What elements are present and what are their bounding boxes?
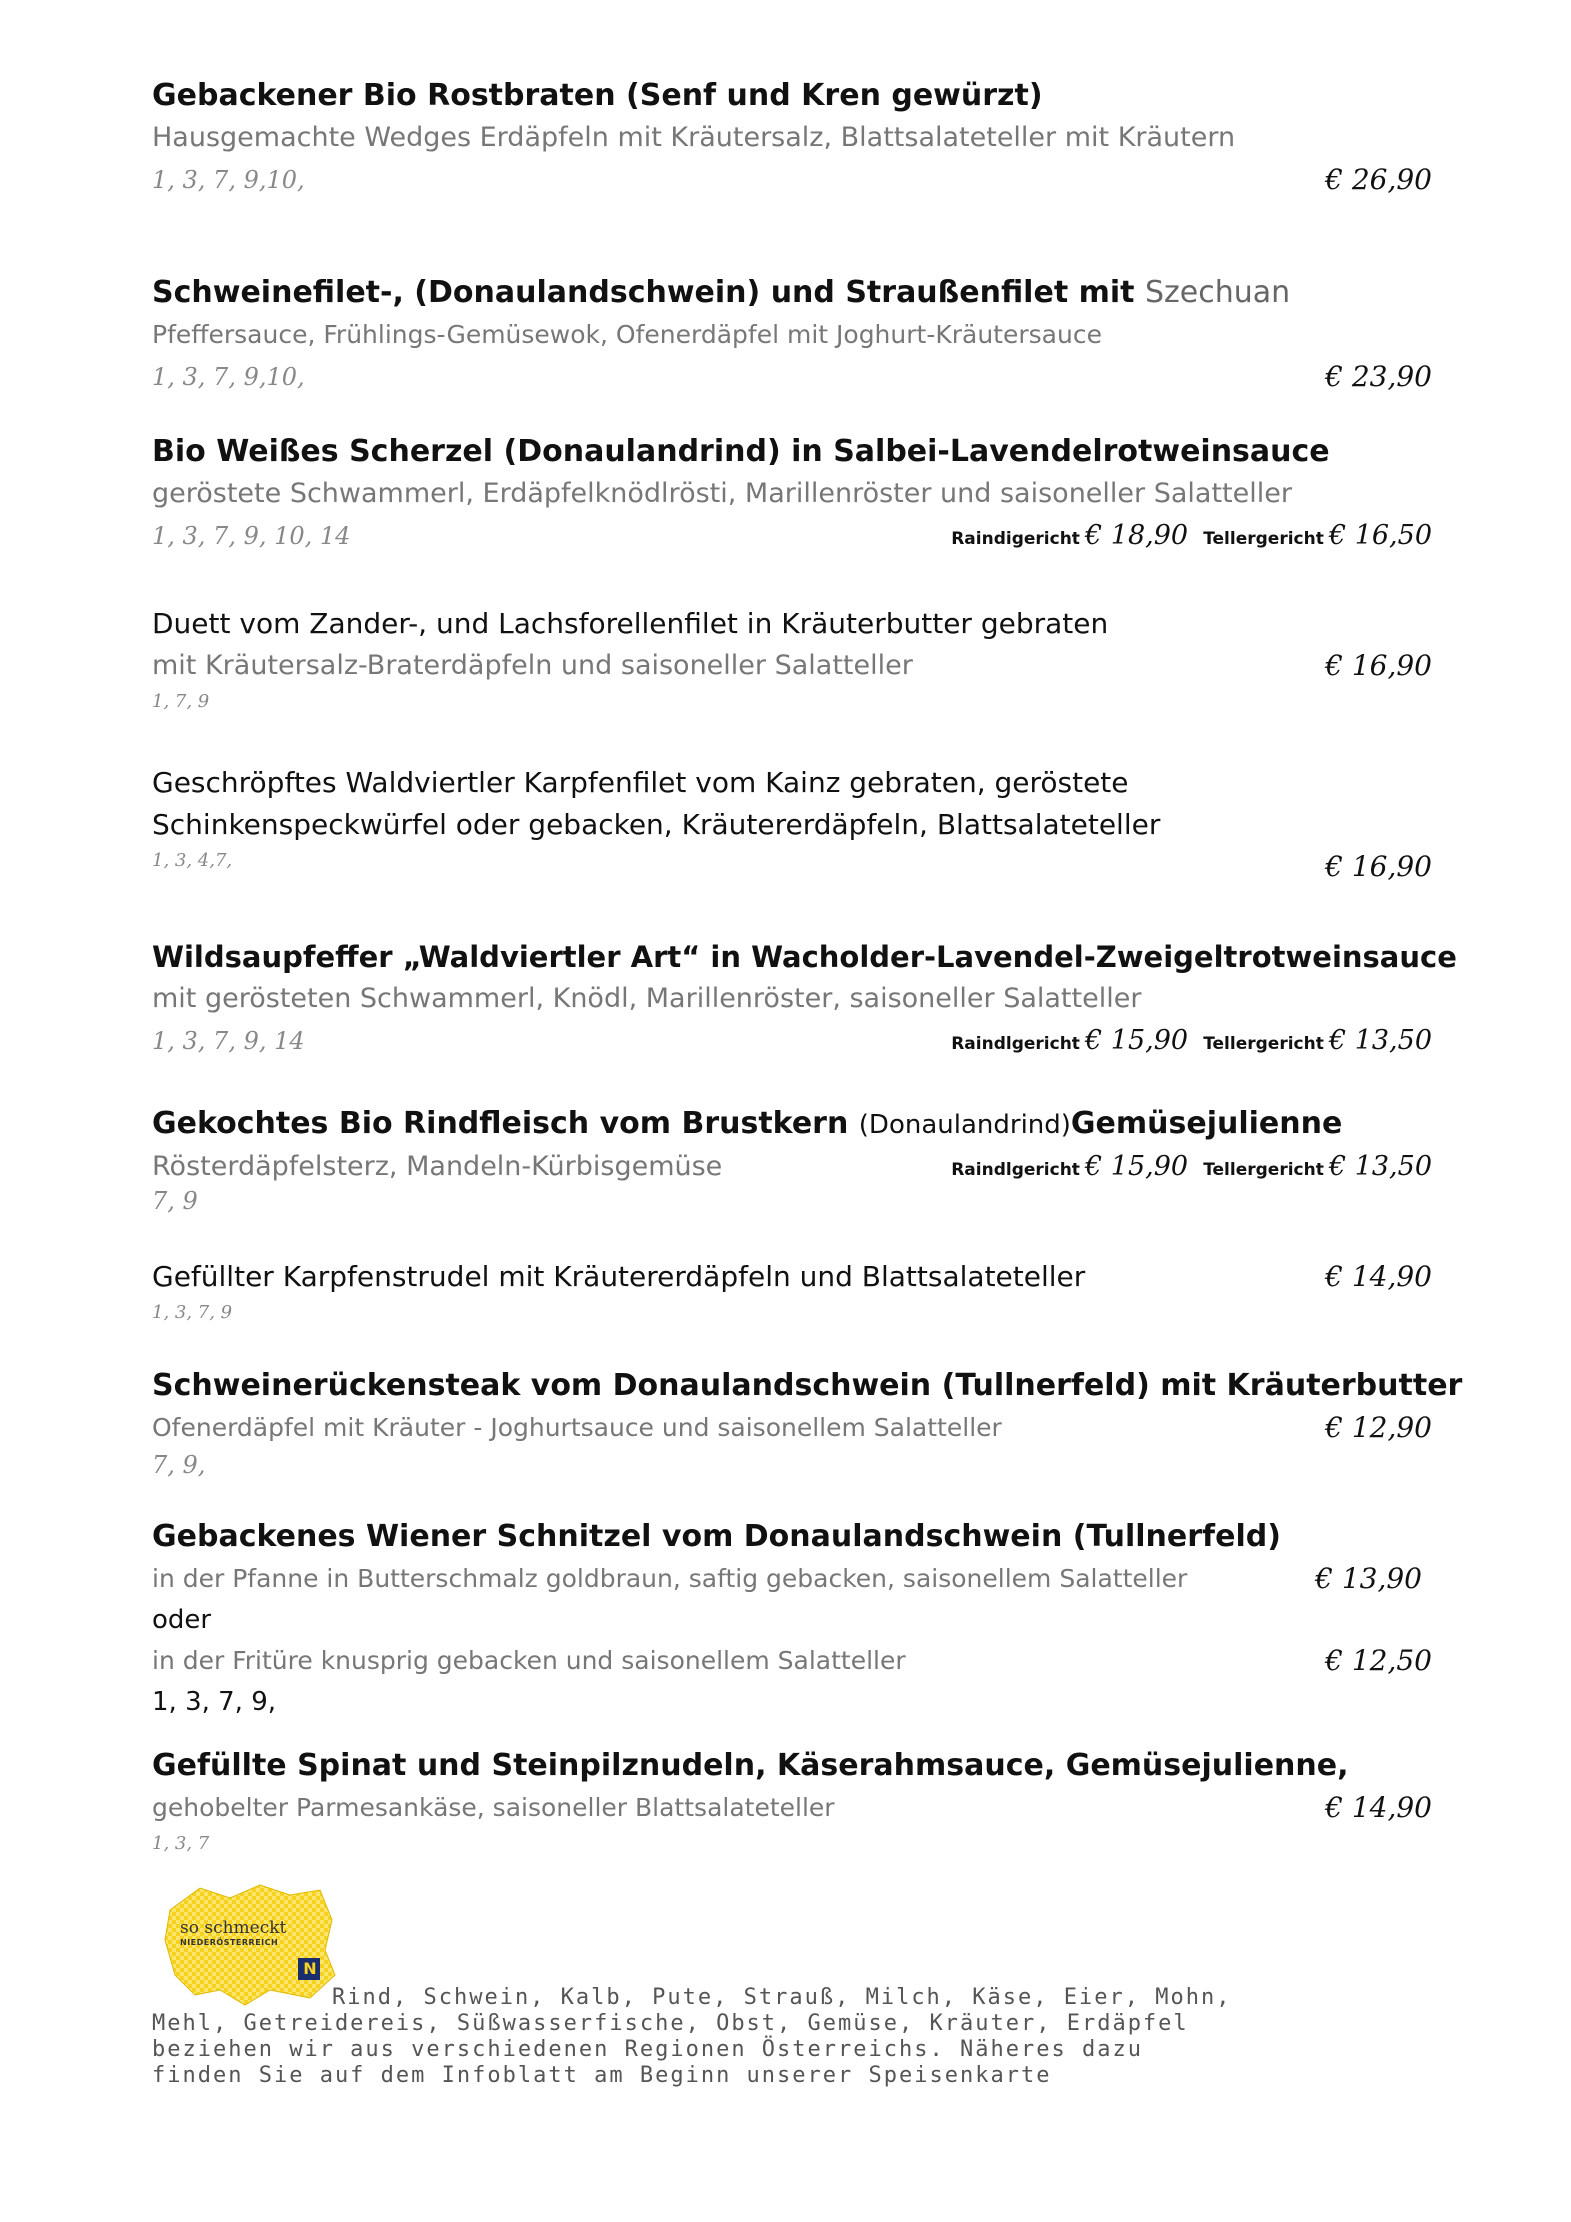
- dish-description: in der Pfanne in Butterschmalz goldbraun, saftig gebacken, saisonellem Salatteller: [152, 1564, 1188, 1593]
- allergen-codes: 1, 3, 7: [152, 1833, 210, 1854]
- raindl-label: Raindlgericht: [951, 1034, 1080, 1054]
- teller-price: € 13,50: [1328, 1025, 1432, 1056]
- dish-title: Schweinerückensteak vom Donaulandschwein (Tullnerfeld) mit Kräuterbutter: [152, 1368, 1463, 1403]
- allergen-codes: 1, 3, 7, 9, 14: [152, 1027, 305, 1055]
- allergen-codes: 1, 3, 7, 9,10,: [152, 363, 305, 391]
- dish-title: Duett vom Zander-, und Lachsforellenfilet in Kräuterbutter gebraten: [152, 607, 1109, 640]
- menu-item: [152, 431, 1432, 557]
- dish-title: Gebackenes Wiener Schnitzel vom Donaulandschwein (Tullnerfeld): [152, 1519, 1281, 1554]
- raindl-price: € 18,90: [1085, 520, 1189, 551]
- dish-description: Hausgemachte Wedges Erdäpfeln mit Kräutersalz, Blattsalateteller mit Kräutern: [152, 122, 1236, 153]
- allergen-codes: 1, 3, 7, 9,10,: [152, 166, 305, 194]
- teller-label: Tellergericht: [1203, 1160, 1324, 1180]
- sourcing-line: Mehl, Getreidereis, Süßwasserfische, Obst, Gemüse, Kräuter, Erdäpfel: [152, 2011, 1189, 2036]
- dish-description: Rösterdäpfelsterz, Mandeln-Kürbisgemüse: [152, 1151, 723, 1182]
- allergen-codes: 1, 3, 4,7,: [152, 850, 233, 871]
- dish-title: Schweinefilet-, (Donaulandschwein) und Straußenfilet mit: [152, 275, 1135, 310]
- teller-label: Tellergericht: [1203, 529, 1324, 549]
- dish-title: Gekochtes Bio Rindfleisch vom Brustkern: [152, 1106, 849, 1141]
- dish-title-mid: (Donaulandrind): [858, 1110, 1071, 1140]
- or-separator: oder: [152, 1605, 212, 1635]
- raindl-label: Raindigericht: [951, 529, 1080, 549]
- menu-item: [152, 1256, 1432, 1328]
- dish-price: € 14,90: [1325, 1260, 1432, 1293]
- dish-title: Bio Weißes Scherzel (Donaulandrind) in Salbei-Lavendelrotweinsauce: [152, 434, 1330, 469]
- dish-title-end: Gemüsejulienne: [1070, 1106, 1343, 1141]
- dish-title: Gebackener Bio Rostbraten (Senf und Kren gewürzt): [152, 78, 1043, 113]
- logo-line1: so schmeckt: [180, 1918, 287, 1938]
- allergen-codes: 1, 3, 7, 9: [152, 1302, 233, 1323]
- logo-line2: NIEDERÖSTERREICH: [180, 1938, 279, 1947]
- dish-title-line2: Schinkenspeckwürfel oder gebacken, Kräutererdäpfeln, Blattsalateteller: [152, 808, 1161, 841]
- sourcing-note: [152, 1985, 1432, 2089]
- dish-price: € 16,90: [1325, 850, 1432, 883]
- dish-description: mit gerösteten Schwammerl, Knödl, Marillenröster, saisoneller Salatteller: [152, 983, 1142, 1014]
- dish-description: mit Kräutersalz-Braterdäpfeln und saisoneller Salatteller: [152, 650, 913, 681]
- dish-price: € 14,90: [1325, 1791, 1432, 1824]
- dish-title: Gefüllter Karpfenstrudel mit Kräutererdäpfeln und Blattsalateteller: [152, 1260, 1086, 1293]
- menu-item: [152, 1103, 1432, 1214]
- sourcing-line: finden Sie auf dem Infoblatt am Beginn unserer Speisenkarte: [152, 2063, 1052, 2088]
- menu-item: [152, 272, 1432, 398]
- menu-item: [152, 1365, 1463, 1481]
- menu-item: [152, 75, 1432, 201]
- raindl-price: € 15,90: [1085, 1151, 1189, 1182]
- dish-description-alt: in der Fritüre knusprig gebacken und saisonellem Salatteller: [152, 1646, 906, 1675]
- dish-price: € 12,90: [1325, 1411, 1432, 1444]
- dish-description: geröstete Schwammerl, Erdäpfelknödlrösti, Marillenröster und saisoneller Salatteller: [152, 478, 1292, 509]
- menu-item: [152, 603, 1432, 717]
- dish-description: Pfeffersauce, Frühlings-Gemüsewok, Ofenerdäpfel mit Joghurt-Kräutersauce: [152, 320, 1102, 349]
- dish-title-suffix: Szechuan: [1144, 275, 1291, 310]
- dish-title: Gefüllte Spinat und Steinpilznudeln, Käserahmsauce, Gemüsejulienne,: [152, 1748, 1349, 1783]
- allergen-codes: 7, 9,: [152, 1451, 206, 1479]
- teller-price: € 13,50: [1328, 1151, 1432, 1182]
- dish-description: Ofenerdäpfel mit Kräuter - Joghurtsauce und saisonellem Salatteller: [152, 1413, 1002, 1442]
- allergen-codes: 1, 7, 9: [152, 691, 210, 712]
- menu-item: [152, 762, 1432, 888]
- sourcing-line: beziehen wir aus verschiedenen Regionen Österreichs. Näheres dazu: [152, 2037, 1143, 2062]
- dish-price: € 13,90: [1315, 1562, 1422, 1595]
- allergen-codes: 1, 3, 7, 9,: [152, 1687, 277, 1717]
- logo-badge-letter: N: [303, 1959, 317, 1978]
- raindl-label: Raindlgericht: [951, 1160, 1080, 1180]
- menu-item: [152, 936, 1457, 1062]
- sourcing-line: Rind, Schwein, Kalb, Pute, Strauß, Milch, Käse, Eier, Mohn,: [332, 1985, 1232, 2010]
- dish-price: € 23,90: [1325, 360, 1432, 393]
- dish-title: Geschröpftes Waldviertler Karpfenfilet vom Kainz gebraten, geröstete: [152, 766, 1129, 799]
- dish-title: Wildsaupfeffer „Waldviertler Art“ in Wacholder-Lavendel-Zweigeltrotweinsauce: [152, 940, 1457, 974]
- dish-price: € 26,90: [1325, 163, 1432, 196]
- dish-description: gehobelter Parmesankäse, saisoneller Blattsalateteller: [152, 1793, 835, 1822]
- dish-price-alt: € 12,50: [1325, 1644, 1432, 1677]
- allergen-codes: 1, 3, 7, 9, 10, 14: [152, 522, 351, 550]
- menu-item: [152, 1516, 1432, 1722]
- allergen-codes: 7, 9: [152, 1187, 198, 1215]
- teller-label: Tellergericht: [1203, 1034, 1324, 1054]
- raindl-price: € 15,90: [1085, 1025, 1189, 1056]
- menu-item: [152, 1745, 1432, 1859]
- teller-price: € 16,50: [1328, 520, 1432, 551]
- dish-price: € 16,90: [1325, 649, 1432, 682]
